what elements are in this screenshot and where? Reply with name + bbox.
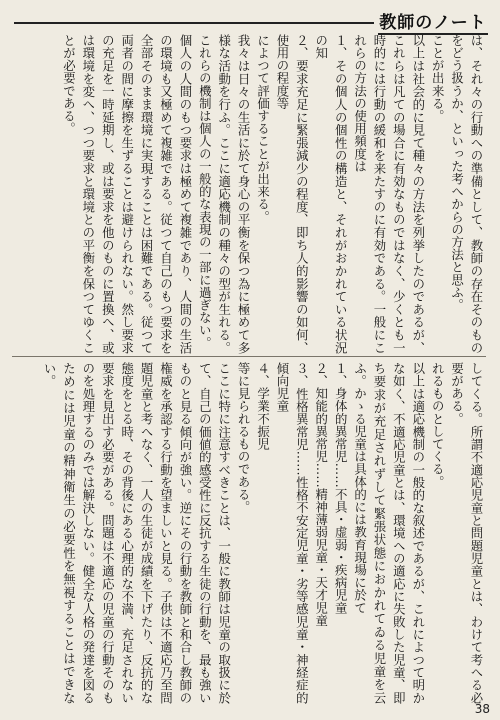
page-number: 38 xyxy=(474,702,490,716)
section-divider xyxy=(12,356,486,357)
bottom-body-text: してくる。所謂不適応児童と問題児童とは、わけて考へる必要がある。 れるものとしてくる。 以上は適応機制の一般的な叙述であるが、これによつて明かな如く、不適応児童とは、環境への適応に失敗した児童、即ち要求が充足されずして緊張状態におかれてゐる児童を云ふ。かゝる児童は具体的には教育現場に於て １、身体的異常児……不具・虚弱・疾病児童 ２、知能的異常児……精神薄弱児童・天才児童 ３、性格異常児……性格不安定児童・劣等感児童・神経症的傾向児童 ４、学業不振児 等に見られるものである。 ここに特に注意すべきことは、一般に教師は児童の取扱に於て、自己の価値的感受性に反抗する生徒の行動を、最も強いものと見る傾向が強い。逆にその行動を教師と和合し教師の権威を承認する行動を望ましいと見る。子供は不適応乃至問題児童と考へなく、一人の生徒が成績を下げたり、反抗的な態度をとる時、その背後にある心理的な不満、充足されない要求を見出す必要がある。問題は不適応の児童の行動そのものを処理するのみでは解決しない。健全な人格の発達を図るためには児童の精神衛生の必要性を無視することはできない。 xyxy=(42,362,484,704)
bottom-text-block xyxy=(12,362,486,704)
top-body-text: は、それ々の行動への準備として、教師の存在そのものをどう扱うか、といった考へからの方法と思ふ。 ことが出来る。 以上は社会的に見て種々の方法を列挙したのであるが、これらは凡ての場合に有効なものではなく、少くとも一時的には行動の緩和を来たすのに有効である。一般にこれらの方法の使用頻度は １、その個人の個性の構造と、それがおかれている状況の知 ２、要求充足に緊張減少の程度、即ち人的影響の如何、使用の程度等 によつて評価することが出来る。 我々は日々の生活に於て身心の平衡を保つ為に極めて多様な活動を行ふ。ここに適応機制の種々の型が生れる。これらの機制は個人の一般的な表現の一部に過ぎない。 個人の人間のもつ要求は極めて複雑であり、人間の生活の環境も又極めて複雑である。従つて自己のもつ要求を全部そのまま環境に実現することは困難である。従つて両者の間に摩擦を生ずることは避けられない。然し要求の充足を一時延期し、或は要求を他のものに置換へ、或は環境を変へ、つつ要求と環境との平衡を保つてゆくことが必要である。 xyxy=(61,34,484,354)
page-header-title: 教師のノート xyxy=(378,7,488,35)
header-rule xyxy=(14,22,374,24)
top-text-block xyxy=(12,34,486,354)
